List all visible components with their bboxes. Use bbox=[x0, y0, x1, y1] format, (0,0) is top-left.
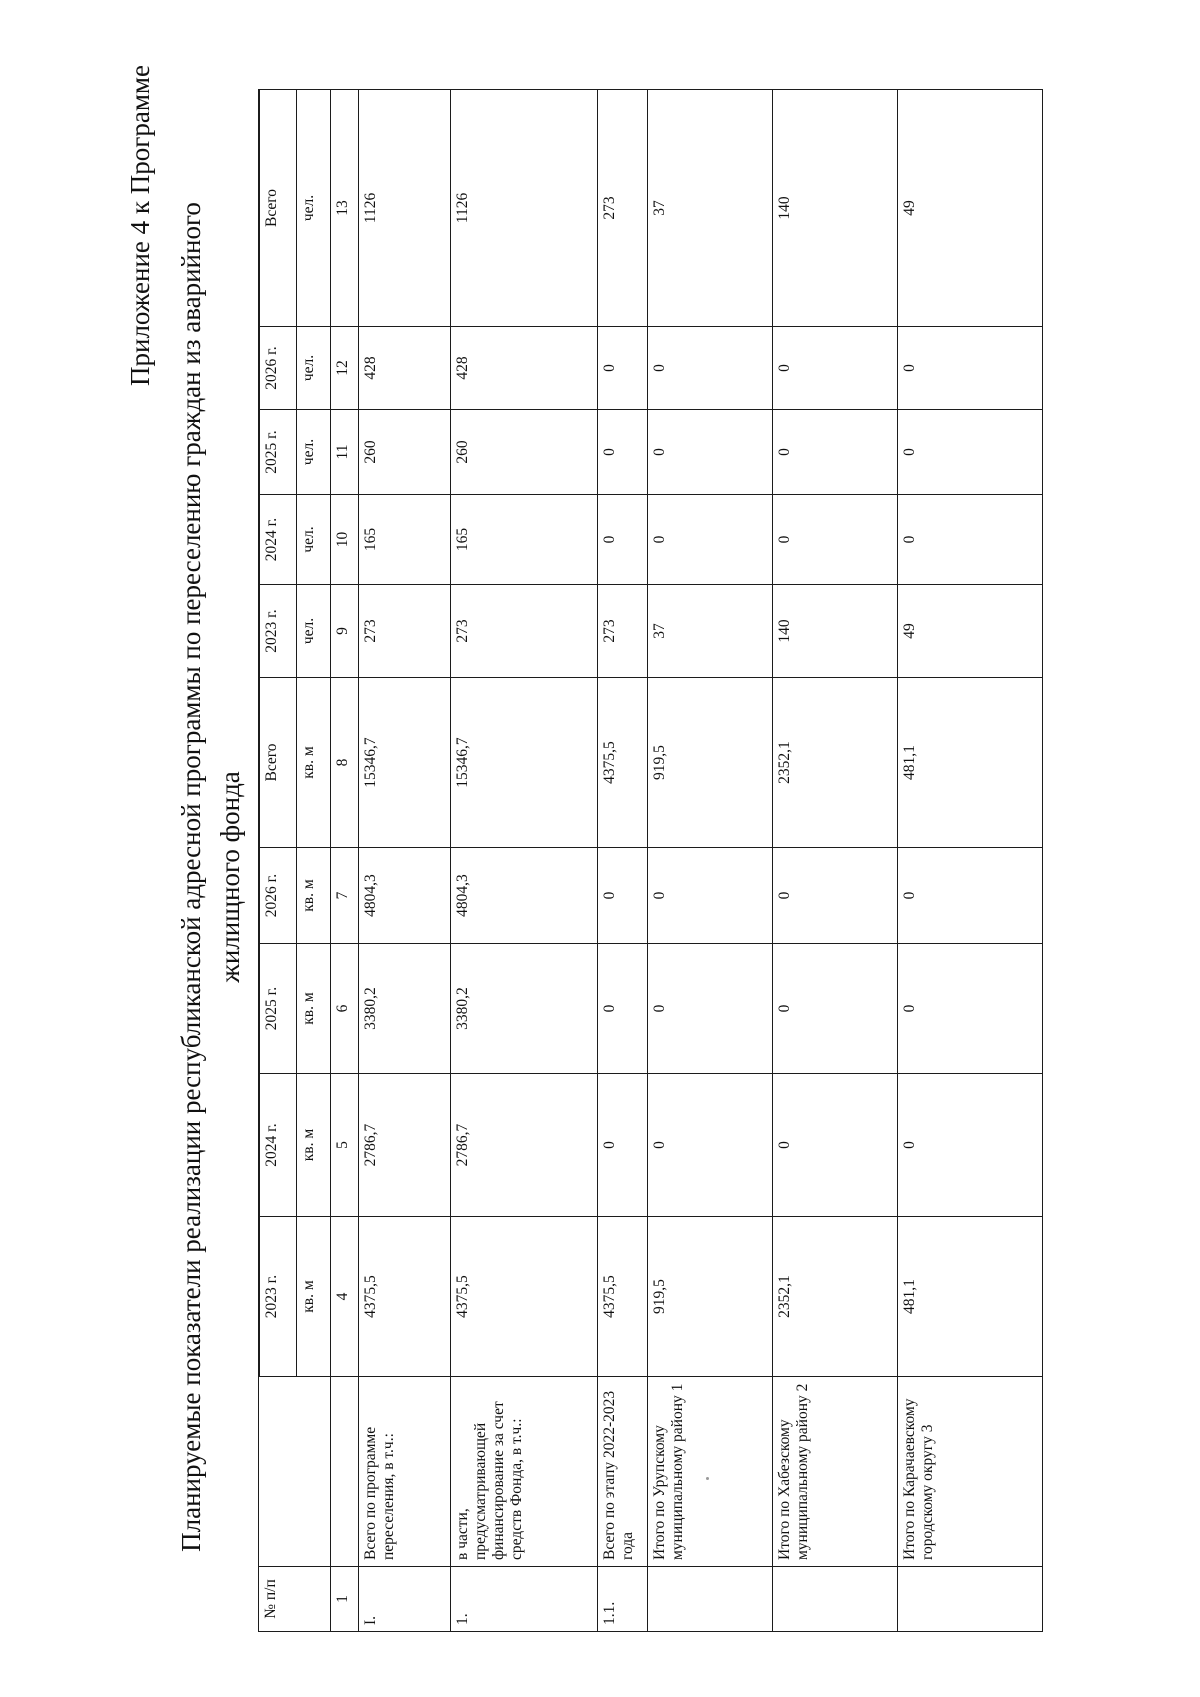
people-value: 273 bbox=[359, 585, 450, 678]
people-value: 273 bbox=[597, 585, 647, 678]
row-number: 1.1. bbox=[597, 1567, 647, 1632]
people-value: 0 bbox=[897, 495, 1042, 585]
unit-people-total: чел. bbox=[296, 89, 331, 326]
area-value: 0 bbox=[597, 944, 647, 1074]
table-row bbox=[450, 89, 597, 1631]
people-value: 0 bbox=[773, 410, 898, 495]
unit-area-total: кв. м bbox=[296, 678, 331, 848]
unit-people-2023: чел. bbox=[296, 585, 331, 678]
people-value: 49 bbox=[897, 89, 1042, 326]
area-value: 0 bbox=[897, 1074, 1042, 1217]
column-number-row bbox=[331, 89, 359, 1631]
table-row bbox=[773, 89, 898, 1631]
column-number-cell: 12 bbox=[331, 327, 359, 410]
people-value: 0 bbox=[597, 327, 647, 410]
row-name: Итого по Карачаевскому городскому округу 3 bbox=[897, 1377, 1042, 1567]
row-name: Итого по Урупскому муниципальному району 1 bbox=[648, 1377, 773, 1567]
appendix-label: Приложение 4 к Программе bbox=[125, 65, 155, 386]
area-value: 2786,7 bbox=[450, 1074, 597, 1217]
column-number-cell: 11 bbox=[331, 410, 359, 495]
row-number bbox=[648, 1567, 773, 1632]
people-value: 0 bbox=[773, 495, 898, 585]
area-value: 0 bbox=[773, 848, 898, 944]
people-value: 0 bbox=[648, 410, 773, 495]
area-value: 4375,5 bbox=[450, 1217, 597, 1377]
people-value: 260 bbox=[359, 410, 450, 495]
unit-area-2024: кв. м bbox=[296, 1074, 331, 1217]
area-value: 4804,3 bbox=[450, 848, 597, 944]
year-area-2024: 2024 г. bbox=[260, 1074, 297, 1217]
people-value: 428 bbox=[359, 327, 450, 410]
unit-area-2026: кв. м bbox=[296, 848, 331, 944]
people-value: 428 bbox=[450, 327, 597, 410]
unit-people-2026: чел. bbox=[296, 327, 331, 410]
area-value: 4375,5 bbox=[359, 1217, 450, 1377]
area-value: 0 bbox=[648, 944, 773, 1074]
people-value: 0 bbox=[897, 410, 1042, 495]
column-number-cell: 7 bbox=[331, 848, 359, 944]
people-value: 273 bbox=[450, 585, 597, 678]
unit-area-2025: кв. м bbox=[296, 944, 331, 1074]
area-value: 4375,5 bbox=[597, 678, 647, 848]
year-area-2026: 2026 г. bbox=[260, 848, 297, 944]
row-number bbox=[897, 1567, 1042, 1632]
column-number-cell: 5 bbox=[331, 1074, 359, 1217]
area-value: 919,5 bbox=[648, 1217, 773, 1377]
area-value: 0 bbox=[648, 1074, 773, 1217]
people-value: 0 bbox=[648, 495, 773, 585]
year-area-2025: 2025 г. bbox=[260, 944, 297, 1074]
area-value: 4375,5 bbox=[597, 1217, 647, 1377]
row-number: 1. bbox=[450, 1567, 597, 1632]
people-value: 165 bbox=[359, 495, 450, 585]
area-value: 0 bbox=[773, 944, 898, 1074]
column-number-cell: 10 bbox=[331, 495, 359, 585]
row-name: Всего по этапу 2022-2023 года bbox=[597, 1377, 647, 1567]
col-name-header bbox=[259, 1377, 331, 1567]
scan-speck bbox=[706, 1477, 709, 1480]
area-value: 15346,7 bbox=[450, 678, 597, 848]
row-name: в части, предусматривающей финансирование за счет средств Фонда, в т.ч.: bbox=[450, 1377, 597, 1567]
title-line-2: жилищного фонда bbox=[215, 771, 245, 983]
unit-people-2024: чел. bbox=[296, 495, 331, 585]
people-value: 1126 bbox=[359, 89, 450, 326]
people-value: 0 bbox=[597, 410, 647, 495]
col-number-header: № п/п bbox=[259, 1567, 331, 1632]
row-number: I. bbox=[359, 1567, 450, 1632]
people-value: 0 bbox=[597, 495, 647, 585]
people-value: 140 bbox=[773, 585, 898, 678]
column-number-cell: 9 bbox=[331, 585, 359, 678]
table-row bbox=[597, 89, 647, 1631]
area-value: 2352,1 bbox=[773, 1217, 898, 1377]
column-number-cell bbox=[331, 1377, 359, 1567]
area-value: 0 bbox=[897, 848, 1042, 944]
row-name: Итого по Хабезскому муниципальному району 2 bbox=[773, 1377, 898, 1567]
area-value: 15346,7 bbox=[359, 678, 450, 848]
people-value: 37 bbox=[648, 585, 773, 678]
column-number-cell: 6 bbox=[331, 944, 359, 1074]
people-value: 260 bbox=[450, 410, 597, 495]
area-value: 481,1 bbox=[897, 1217, 1042, 1377]
year-people-2025: 2025 г. bbox=[260, 410, 297, 495]
people-value: 273 bbox=[597, 89, 647, 326]
people-value: 0 bbox=[773, 327, 898, 410]
area-value: 0 bbox=[897, 944, 1042, 1074]
total-people-header: Всего bbox=[260, 89, 297, 326]
indicators-table bbox=[258, 89, 1043, 1632]
column-number-cell: 4 bbox=[331, 1217, 359, 1377]
title-line-1: Планируемые показатели реализации республиканской адресной программы по переселению граждан из аварийного bbox=[176, 202, 206, 1552]
table-row bbox=[648, 89, 773, 1631]
people-value: 165 bbox=[450, 495, 597, 585]
area-value: 0 bbox=[648, 848, 773, 944]
area-value: 0 bbox=[597, 848, 647, 944]
table-row bbox=[359, 89, 450, 1631]
row-number bbox=[773, 1567, 898, 1632]
people-value: 0 bbox=[648, 327, 773, 410]
column-number-cell: 8 bbox=[331, 678, 359, 848]
total-area-header: Всего bbox=[260, 678, 297, 848]
column-number-cell: 13 bbox=[331, 89, 359, 326]
people-value: 1126 bbox=[450, 89, 597, 326]
area-value: 3380,2 bbox=[359, 944, 450, 1074]
document-title bbox=[172, 117, 250, 1637]
area-value: 2786,7 bbox=[359, 1074, 450, 1217]
people-value: 37 bbox=[648, 89, 773, 326]
unit-area-2023: кв. м bbox=[296, 1217, 331, 1377]
area-value: 3380,2 bbox=[450, 944, 597, 1074]
year-area-2023: 2023 г. bbox=[260, 1217, 297, 1377]
people-value: 0 bbox=[897, 327, 1042, 410]
area-value: 0 bbox=[597, 1074, 647, 1217]
row-name: Всего по программе переселения, в т.ч.: bbox=[359, 1377, 450, 1567]
year-people-2023: 2023 г. bbox=[260, 585, 297, 678]
area-value: 0 bbox=[773, 1074, 898, 1217]
unit-people-2025: чел. bbox=[296, 410, 331, 495]
area-value: 919,5 bbox=[648, 678, 773, 848]
area-value: 4804,3 bbox=[359, 848, 450, 944]
year-people-2026: 2026 г. bbox=[260, 327, 297, 410]
table-row bbox=[897, 89, 1042, 1631]
year-people-2024: 2024 г. bbox=[260, 495, 297, 585]
people-value: 49 bbox=[897, 585, 1042, 678]
area-value: 2352,1 bbox=[773, 678, 898, 848]
area-value: 481,1 bbox=[897, 678, 1042, 848]
people-value: 140 bbox=[773, 89, 898, 326]
column-number-cell: 1 bbox=[331, 1567, 359, 1632]
